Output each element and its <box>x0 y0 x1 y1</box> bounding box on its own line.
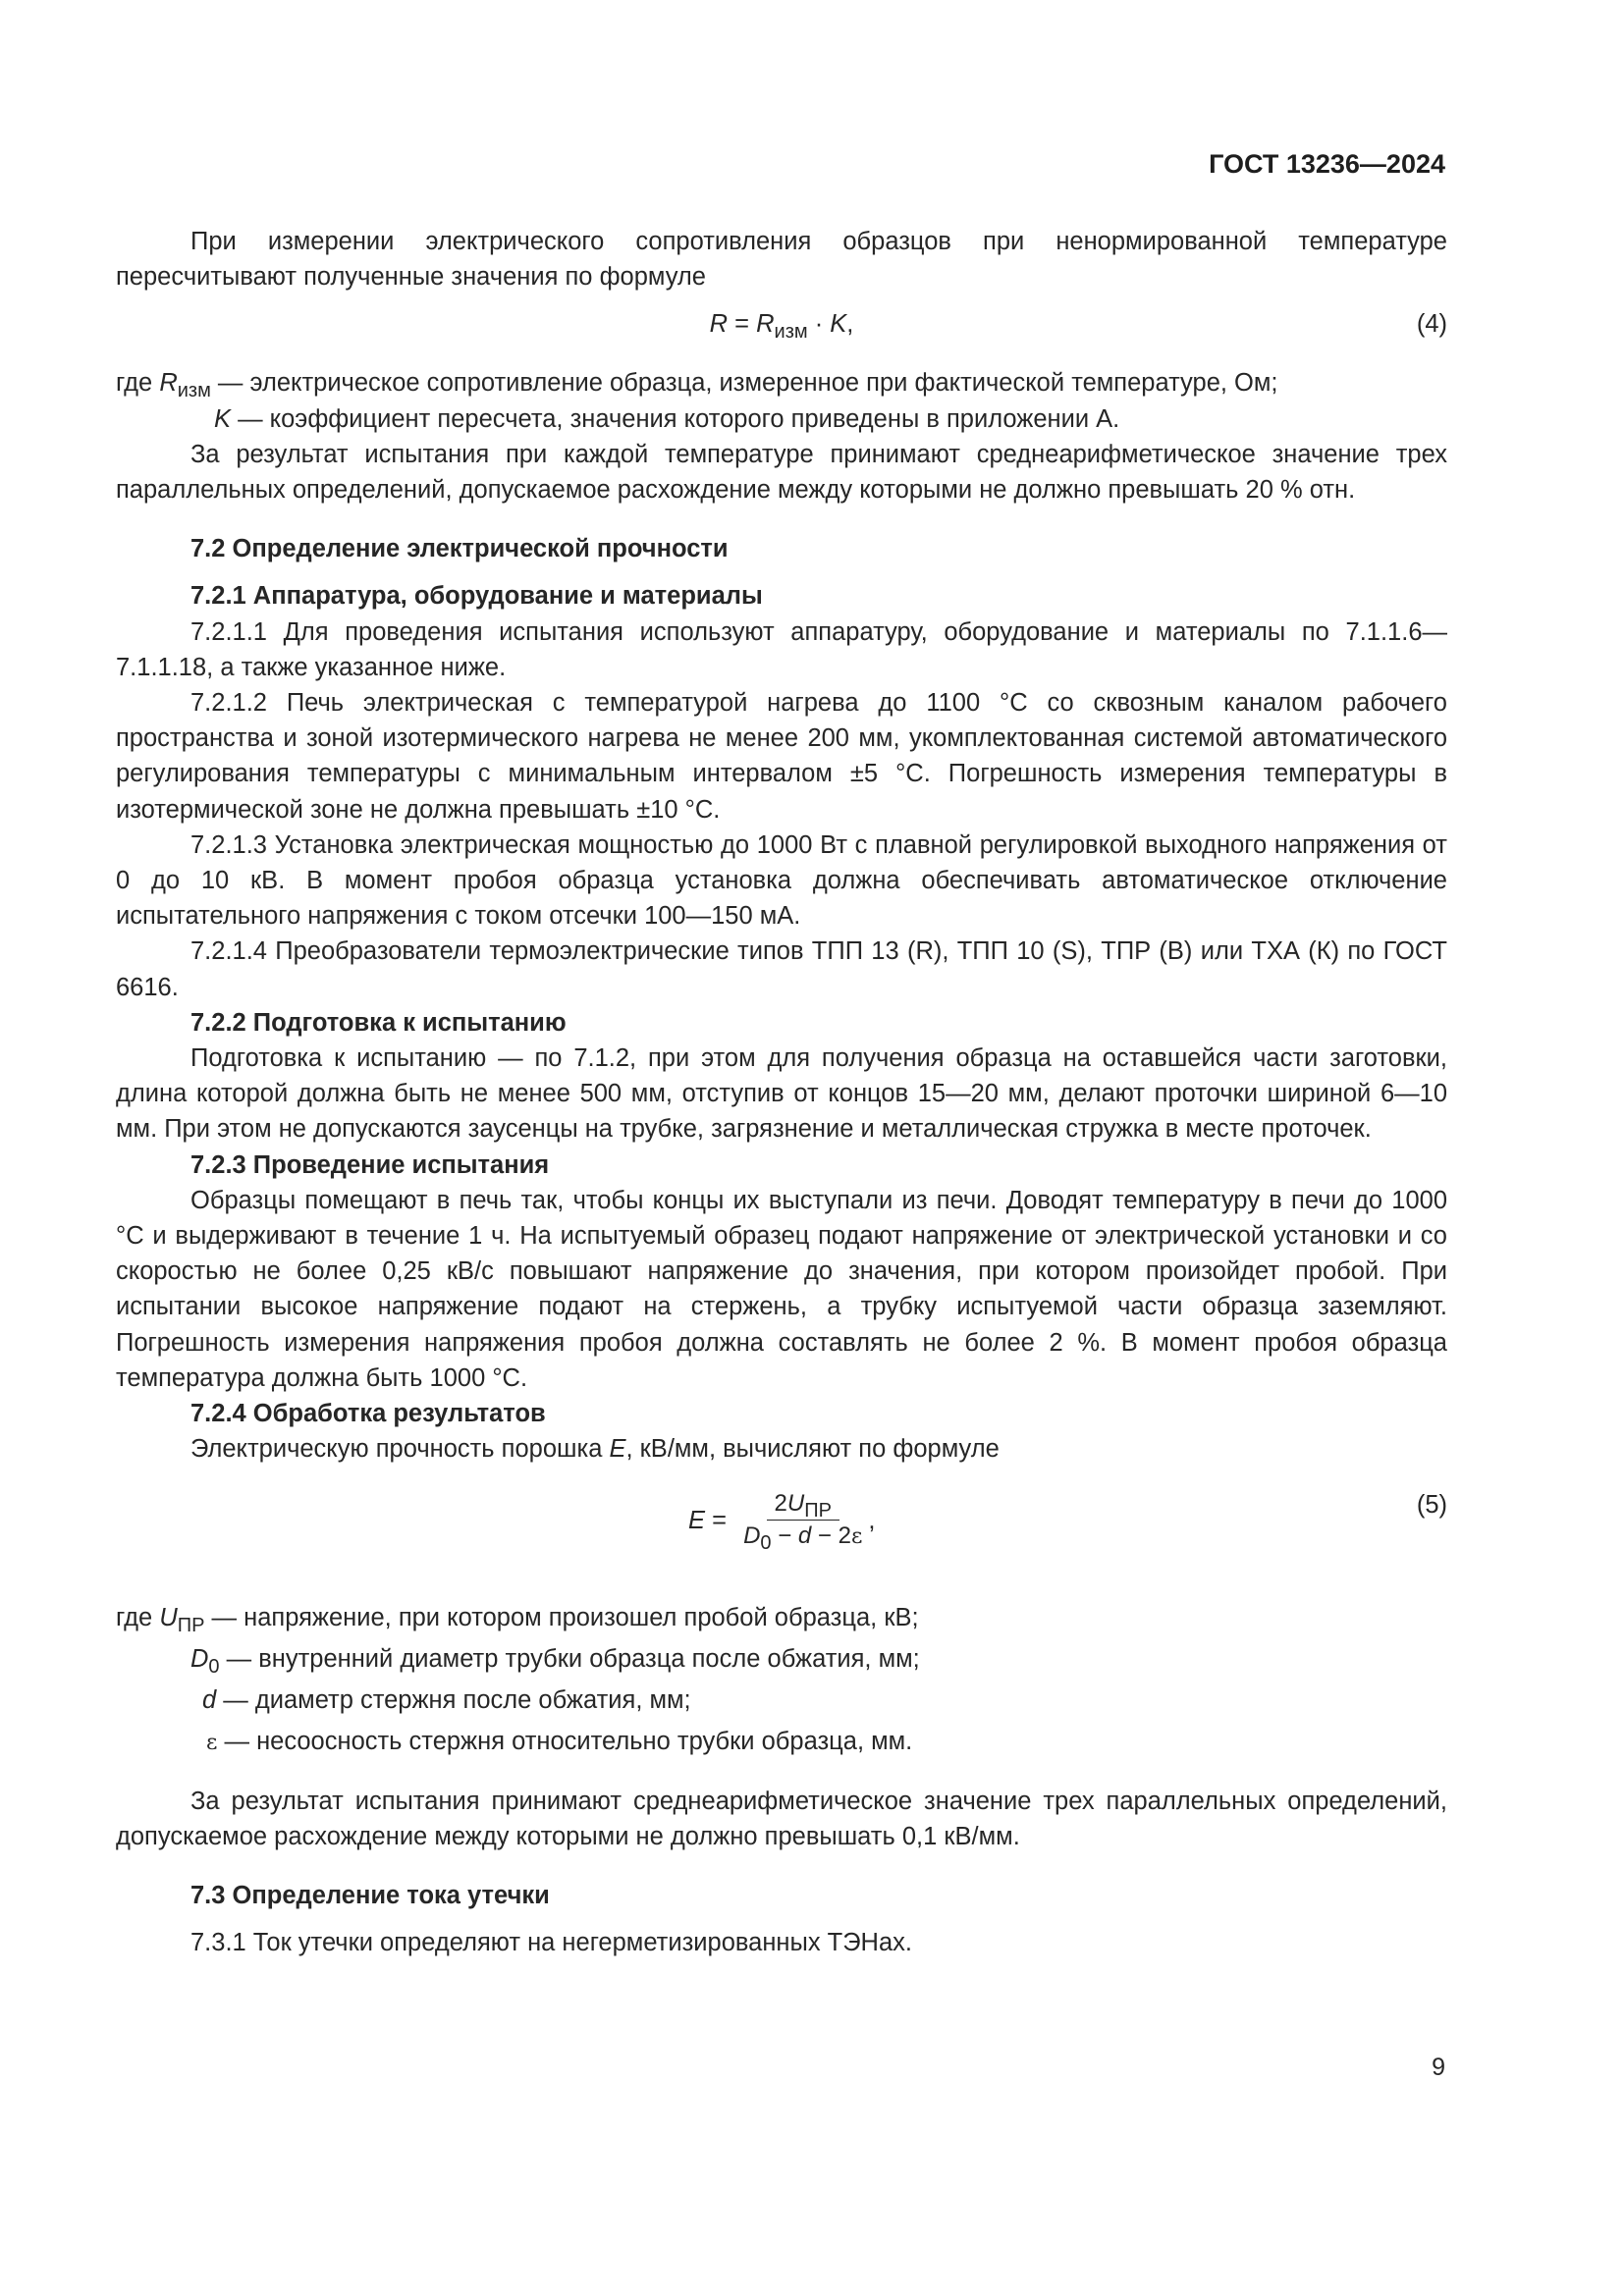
formula-5-den-d0-sub: 0 <box>760 1531 772 1554</box>
section-7-2-3-heading: 7.2.3 Проведение испытания <box>190 1150 550 1179</box>
paragraph-recalc: При измерении электрического сопротивления образцов при ненормированной температуре пересчитывают полученные значения по формуле <box>116 228 1447 292</box>
def-eps <box>116 1721 1447 1764</box>
section-7-2-2-heading: 7.2.2 Подготовка к испытанию <box>190 1008 567 1037</box>
formula-4-dot: · <box>807 310 831 339</box>
formula-5-den-minus-b: − 2 <box>811 1522 851 1549</box>
def-u-sub: ПР <box>177 1614 205 1636</box>
formula-4-k: K <box>830 310 847 339</box>
def-d-symbol: d <box>202 1685 217 1714</box>
section-7-2-4-heading: 7.2.4 Обработка результатов <box>190 1400 546 1428</box>
def-eps-text: — несоосность стержня относительно трубки образца, мм. <box>217 1727 913 1755</box>
def-d0-text: — внутренний диаметр трубки образца после обжатия, мм; <box>219 1644 920 1673</box>
formula-5-den-eps: ε <box>850 1523 863 1549</box>
formula-4-lhs: R <box>709 310 729 339</box>
def-u-text: — напряжение, при котором произошел пробой образца, кВ; <box>204 1603 919 1631</box>
page-body <box>116 224 1447 1960</box>
formula-5-fraction <box>739 1489 866 1553</box>
formula-4-eq: = <box>728 310 757 339</box>
formula-5-numerator <box>767 1489 839 1521</box>
formula-5-eq: = <box>705 1506 734 1534</box>
def-where-word: где <box>116 1603 160 1631</box>
document-header: ГОСТ 13236—2024 <box>1209 149 1445 179</box>
where-k-symbol: K <box>214 404 232 433</box>
formula-4 <box>116 298 1447 351</box>
where-word: где <box>116 369 160 398</box>
formula-5-num-coef: 2 <box>774 1489 787 1517</box>
def-d0-sub: 0 <box>208 1655 220 1678</box>
def-d <box>116 1680 1447 1721</box>
formula-4-r-sub: изм <box>774 321 808 344</box>
formula-5-num-u: U <box>786 1489 805 1517</box>
where-r-sub: изм <box>177 380 211 402</box>
def-u-symbol: U <box>159 1603 178 1631</box>
def-u-pr <box>116 1597 1447 1638</box>
formula-5-expression <box>688 1489 875 1553</box>
section-7-2-heading: 7.2 Определение электрической прочности <box>190 535 729 563</box>
paragraph-7-2-4 <box>116 1431 1447 1467</box>
formula-5-den-d: d <box>797 1522 812 1549</box>
paragraph-7-2-2: Подготовка к испытанию — по 7.1.2, при этом для получения образца на оставшейся части заготовки, длина которой должна быть не менее 500 мм, отступив от концов 15—20 мм, делают проточки шириной 6—10 мм. При этом не допускаются заусенцы на трубке, загрязнение и металлическая стружка в месте проточек. <box>116 1044 1447 1144</box>
formula-5-denominator <box>739 1521 866 1553</box>
paragraph-7-2-1-2: 7.2.1.2 Печь электрическая с температурой нагрева до 1100 °С со сквозным каналом рабочего пространства и зоной изотермического нагрева не менее 200 мм, укомплектованная системой автоматического регулирования температуры с минимальным интервалом ±5 °С. Погрешность измерения температуры в изотермической зоне не должна превышать ±10 °С. <box>116 689 1447 824</box>
def-d0 <box>116 1638 1447 1680</box>
def-d0-symbol: D <box>190 1644 209 1673</box>
where-k <box>116 401 1447 437</box>
paragraph-result-temp: За результат испытания при каждой температуре принимают среднеарифметическое значение трех параллельных определений, допускаемое расхождение между которыми не должно превышать 20 % отн. <box>116 440 1447 505</box>
formula-4-number: (4) <box>1416 310 1447 339</box>
def-d-text: — диаметр стержня после обжатия, мм; <box>216 1685 691 1714</box>
paragraph-7-2-1-4: 7.2.1.4 Преобразователи термоэлектрические типов ТПП 13 (R), ТПП 10 (S), ТПР (В) или ТХА (К) по ГОСТ 6616. <box>116 937 1447 1001</box>
section-7-2-1-heading: 7.2.1 Аппаратура, оборудование и материалы <box>190 582 763 611</box>
where-k-text: — коэффициент пересчета, значения которого приведены в приложении А. <box>231 404 1120 433</box>
page-number: 9 <box>1432 2054 1445 2081</box>
where-r-text: — электрическое сопротивление образца, измеренное при фактической температуре, Ом; <box>210 369 1278 398</box>
paragraph-7-2-1-1: 7.2.1.1 Для проведения испытания используют аппаратуру, оборудование и материалы по 7.1.1.6—7.1.1.18, а также указанное ниже. <box>116 617 1447 681</box>
section-7-3-heading: 7.3 Определение тока утечки <box>190 1881 550 1909</box>
paragraph-7-3-1: 7.3.1 Ток утечки определяют на негерметизированных ТЭНах. <box>190 1929 912 1957</box>
where-r-izm <box>116 365 1447 400</box>
where-r-symbol: R <box>159 369 178 398</box>
formula-5-num-sub: ПР <box>804 1499 832 1522</box>
formula-4-comma: , <box>846 310 854 339</box>
paragraph-7-2-4-e: E <box>609 1435 626 1464</box>
paragraph-7-2-1-3: 7.2.1.3 Установка электрическая мощностью до 1000 Вт с плавной регулировкой выходного напряжения от 0 до 10 кВ. В момент пробоя образца установка должна обеспечивать автоматическое отключение испытательного напряжения с током отсечки 100—150 мА. <box>116 830 1447 931</box>
formula-5-definitions <box>116 1597 1447 1764</box>
paragraph-result-final: За результат испытания принимают среднеарифметическое значение трех параллельных определений, допускаемое расхождение между которыми не должно превышать 0,1 кВ/мм. <box>116 1787 1447 1850</box>
formula-5-comma: , <box>868 1506 876 1534</box>
paragraph-7-2-4-part-b: , кВ/мм, вычисляют по формуле <box>625 1435 1000 1464</box>
formula-4-expression <box>116 306 1447 342</box>
formula-5-lhs: E <box>688 1506 706 1534</box>
formula-5-den-d0: D <box>743 1522 761 1549</box>
paragraph-7-2-3: Образцы помещают в печь так, чтобы концы их выступали из печи. Доводят температуру в печи до 1000 °С и выдерживают в течение 1 ч. На испытуемый образец подают напряжение от электрической установки и со скоростью не более 0,25 кВ/с повышают напряжение до значения, при котором произойдет пробой. При испытании высокое напряжение подают на стержень, а трубку испытуемой части образца заземляют. Погрешность измерения напряжения пробоя должна составлять не более 2 %. В момент пробоя образца температура должна быть 1000 °С. <box>116 1186 1447 1392</box>
formula-5 <box>116 1483 1447 1577</box>
formula-5-number: (5) <box>1416 1490 1447 1519</box>
paragraph-7-2-4-part-a: Электрическую прочность порошка <box>190 1435 610 1464</box>
def-eps-symbol: ε <box>206 1730 218 1755</box>
formula-5-den-minus-a: − <box>771 1522 798 1549</box>
formula-4-r: R <box>756 310 775 339</box>
